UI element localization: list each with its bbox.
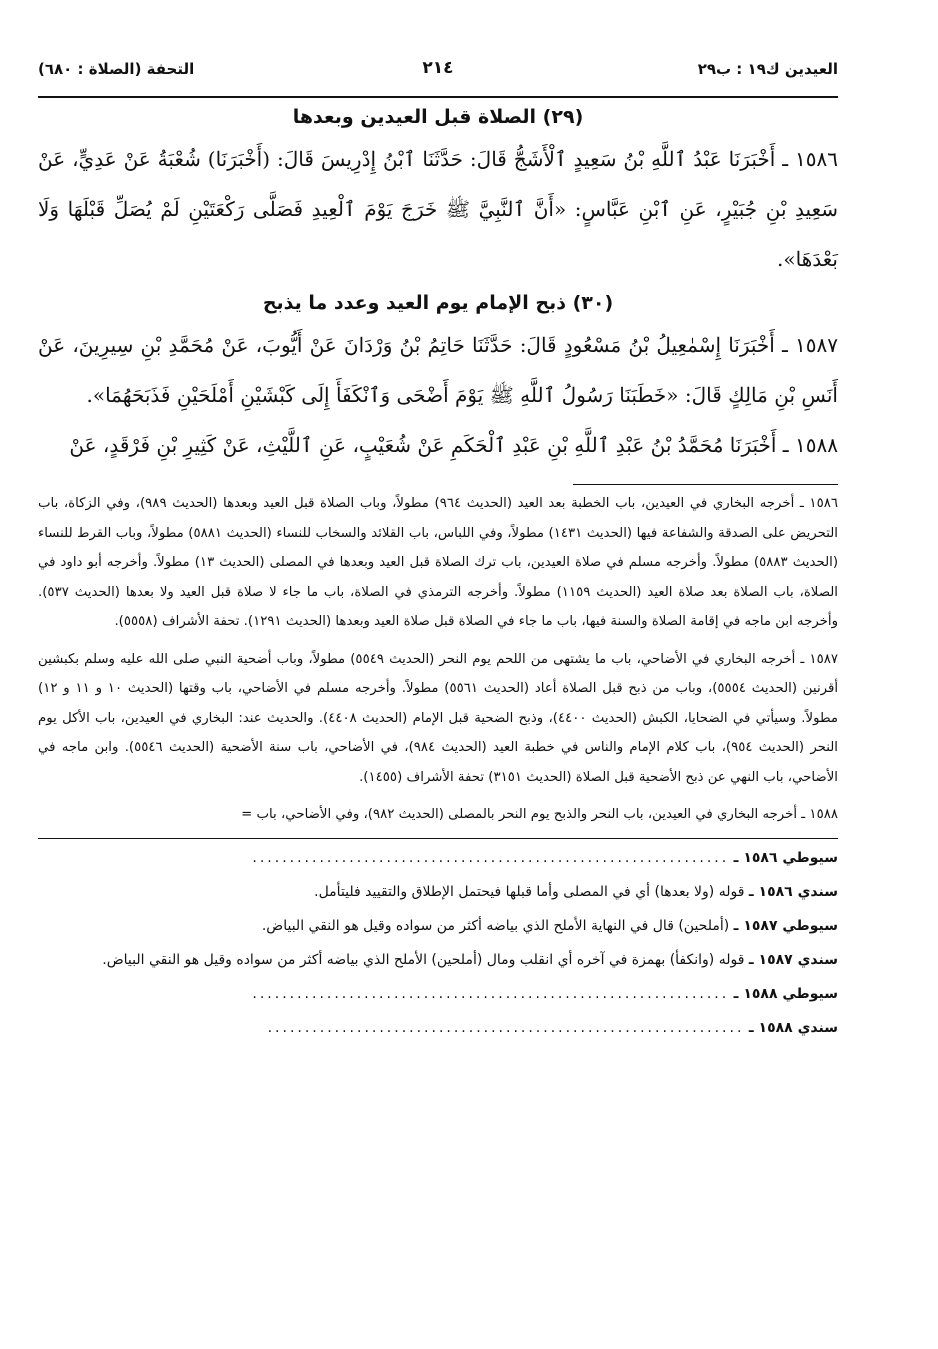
footnote-1586: ١٥٨٦ ـ أخرجه البخاري في العيدين، باب الخطبة بعد العيد (الحديث ٩٦٤) مطولاً، وباب الصلاة قبل العيد وبعدها (الحديث ٩٨٩)، وفي الزكاة، باب التحريض على الصدقة والشفاعة فيها (الحديث ١٤٣١) مطولاً، وفي اللباس، باب القلائد والسخاب للنساء (الحديث ٥٨٨١) مطولاً، وباب القرط للنساء (الحديث ٥٨٨٣) مطولاً. وأخرجه مسلم في صلاة العيدين، باب ترك الصلاة قبل العيد وبعدها في المصلى (الحديث ١٣) مطولاً. وأخرجه أبو داود في الصلاة، باب الصلاة بعد صلاة العيد (الحديث ١١٥٩) مطولاً. وأخرجه الترمذي في الصلاة، باب ما جاء لا صلاة قبل العيد ولا بعدها (الحديث ٥٣٧). وأخرجه ابن ماجه في إقامة الصلاة والسنة فيها، باب ما جاء في الصلاة قبل صلاة العيد وبعدها (الحديث ١٢٩١). تحفة الأشراف (٥٥٥٨). (38, 496, 839, 629)
footnote-1588: ١٥٨٨ ـ أخرجه البخاري في العيدين، باب النحر والذبح يوم النحر بالمصلى (الحديث ٩٨٢)، وفي الأضاحي، باب = (241, 807, 838, 822)
commentary-label: سيوطي ١٥٨٦ ـ (733, 849, 838, 866)
footnote-1587: ١٥٨٧ ـ أخرجه البخاري في الأضاحي، باب ما يشتهى من اللحم يوم النحر (الحديث ٥٥٤٩) مطولاً، وباب أضحية النبي صلى الله عليه وسلم بكبشين أقرنين (الحديث ٥٥٥٤)، وباب من ذبح قبل الصلاة أعاد (الحديث ٥٥٦١) مطولاً. وأخرجه مسلم في الأضاحي، باب وقتها (الحديث ١٠ و ١١ و ١٢) مطولاً. وسيأتي في الضحايا، الكبش (الحديث ٤٤٠٠)، وذبح الضحية قبل الإمام (الحديث ٤٤٠٨). والحديث عند: البخاري في العيدين، باب الأكل يوم النحر (الحديث ٩٥٤)، باب كلام الإمام والناس في خطبة العيد (الحديث ٩٨٤)، في الأضاحي، باب سنة الأضحية (الحديث ٥٥٤٦). وابن ماجه في الأضاحي، باب النهي عن ذبح الأضحية قبل الصلاة (الحديث ٣١٥١) تحفة الأشراف (١٤٥٥). (38, 651, 839, 785)
hadith-1586: ١٥٨٦ ـ أَخْبَرَنَا عَبْدُ ٱللَّهِ بْنُ سَعِيدٍ ٱلْأَشَجُّ قَالَ: حَدَّثَنَا ٱبْنُ إِدْرِيسَ قَالَ: (أَخْبَرَنَا) شُعْبَةُ عَنْ عَدِيٍّ، عَنْ سَعِيدِ بْنِ جُبَيْرٍ، عَنِ ٱبْنِ عَبَّاسٍ: «أَنَّ ٱلنَّبِيَّ ﷺ خَرَجَ يَوْمَ ٱلْعِيدِ فَصَلَّى رَكْعَتَيْنِ لَمْ يُصَلِّ قَبْلَهَا وَلَا بَعْدَهَا». (38, 147, 838, 271)
page-number: ٢١٤ (422, 58, 454, 78)
running-header (38, 52, 838, 86)
commentary-item (38, 877, 838, 907)
page (38, 52, 838, 1047)
commentary-label: سندي ١٥٨٨ ـ (748, 1019, 838, 1036)
section-29-heading: (٢٩) الصلاة قبل العيدين وبعدها (292, 106, 584, 128)
commentary-label: سيوطي ١٥٨٨ ـ (733, 985, 838, 1002)
commentary-item (38, 979, 838, 1009)
chapter-reference: العيدين ك١٩ : ب٢٩ (697, 60, 838, 78)
tuhfa-reference: التحفة (الصلاة : ٦٨٠) (38, 60, 195, 78)
commentary-rule (38, 838, 838, 839)
commentary-text: قوله (ولا بعدها) أي في المصلى وأما قبلها فيحتمل الإطلاق والتقييد فليتأمل. (314, 883, 745, 900)
hadith-1587: ١٥٨٧ ـ أَخْبَرَنَا إِسْمٰعِيلُ بْنُ مَسْعُودٍ قَالَ: حَدَّثَنَا حَاتِمُ بْنُ وَرْدَانَ عَنْ أَيُّوبَ، عَنْ مُحَمَّدِ بْنِ سِيرِينَ، عَنْ أَنَسِ بْنِ مَالِكٍ قَالَ: «خَطَبَنَا رَسُولُ ٱللَّهِ ﷺ يَوْمَ أَضْحَى وَٱنْكَفَأَ إِلَى كَبْشَيْنِ أَمْلَحَيْنِ فَذَبَحَهُمَا». (38, 333, 838, 407)
commentary-label: سيوطي ١٥٨٧ ـ (733, 917, 838, 934)
commentary-label: سندي ١٥٨٧ ـ (748, 951, 838, 968)
commentary-text: (أملحين) قال في النهاية الأملح الذي بياضه أكثر من سواده وقيل هو النقي البياض. (261, 917, 730, 934)
commentary-item (38, 1013, 838, 1043)
commentary-item (38, 911, 838, 941)
commentary-label: سندي ١٥٨٦ ـ (748, 883, 838, 900)
commentary-item (38, 843, 838, 873)
commentary-text: قوله (وانكفأ) بهمزة في آخره أي انقلب ومال (أملحين) الأملح الذي بياضه أكثر من سواده وقيل هو النقي البياض. (102, 951, 745, 968)
hadith-1588: ١٥٨٨ ـ أَخْبَرَنَا مُحَمَّدُ بْنُ عَبْدِ ٱللَّهِ بْنِ عَبْدِ ٱلْحَكَمِ عَنْ شُعَيْبٍ، عَنِ ٱللَّيْثِ، عَنْ كَثِيرِ بْنِ فَرْقَدٍ، عَنْ (69, 433, 838, 457)
footnote-separator (573, 484, 838, 485)
commentary-dots: ................................................................ (267, 1019, 745, 1036)
header-rule (38, 96, 838, 98)
commentary-item (38, 945, 838, 975)
commentary-dots: ................................................................ (252, 985, 730, 1002)
section-30-heading: (٣٠) ذبح الإمام يوم العيد وعدد ما يذبح (262, 292, 614, 314)
commentary-dots: ................................................................ (252, 849, 730, 866)
